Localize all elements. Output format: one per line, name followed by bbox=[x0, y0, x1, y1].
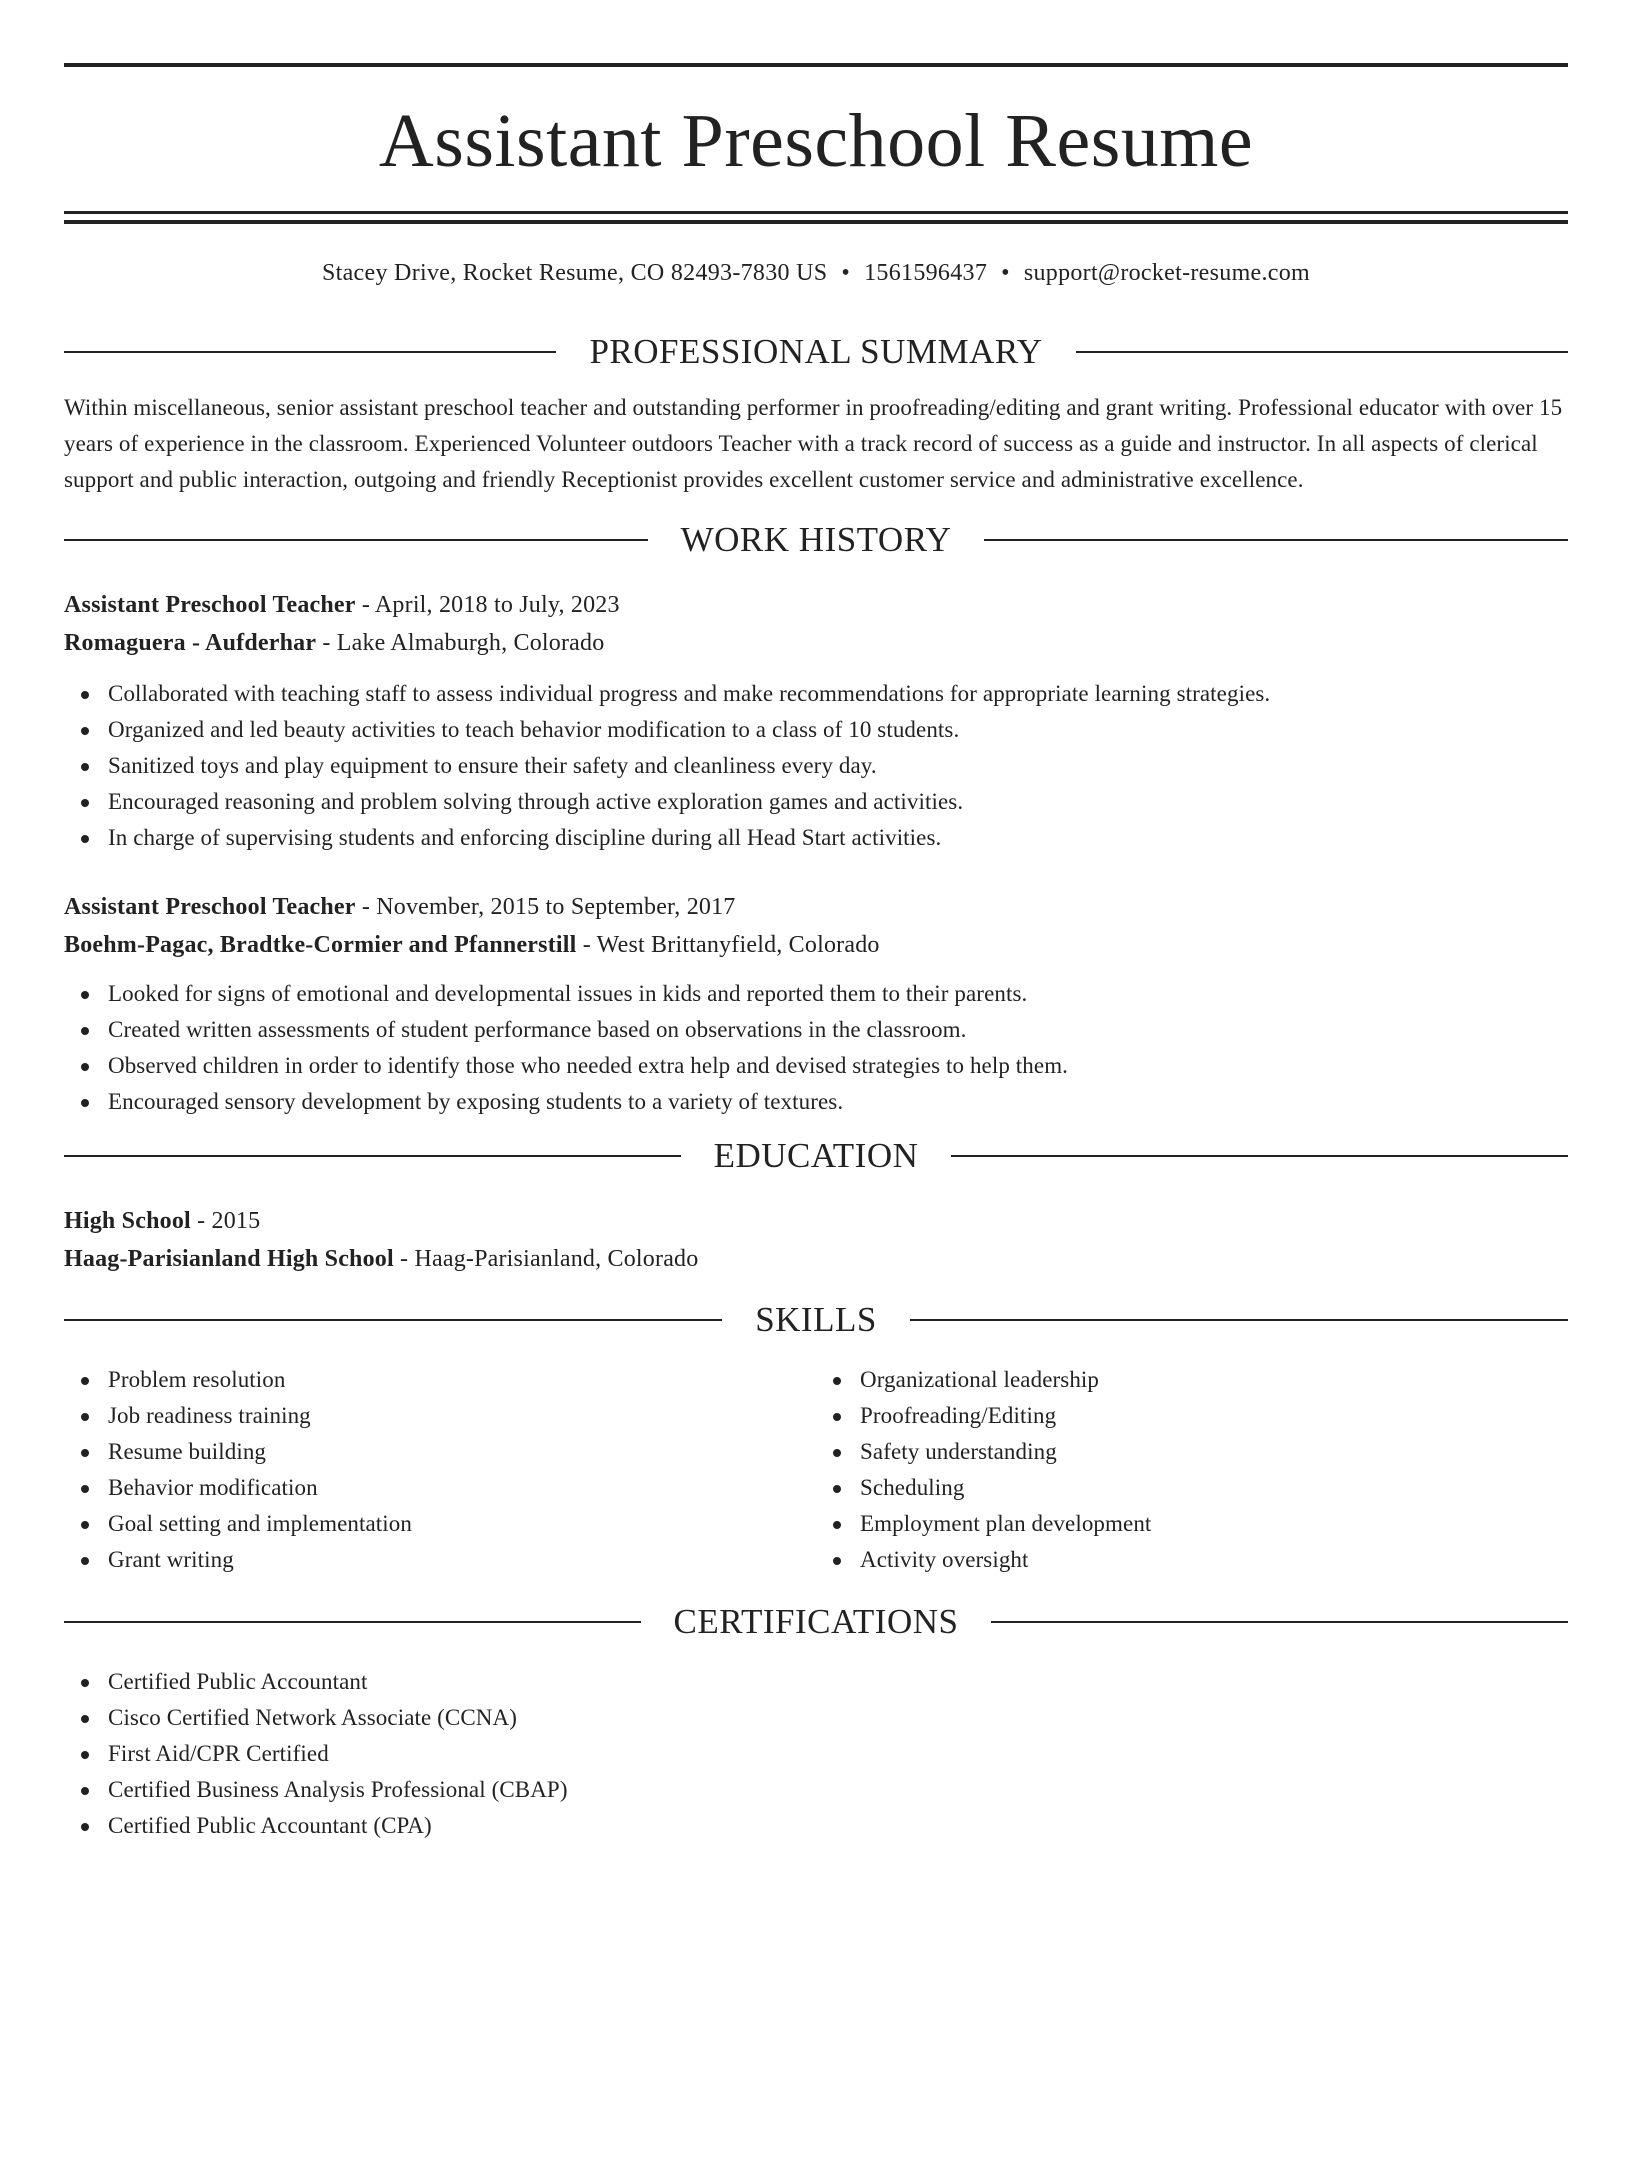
education-degree: High School bbox=[64, 1208, 191, 1234]
job-bullet: Encouraged sensory development by exposing students to a variety of textures. bbox=[64, 1084, 1568, 1120]
job-entry bbox=[64, 888, 1568, 1120]
skill-item: Employment plan development bbox=[816, 1506, 1568, 1542]
job-bullet: Created written assessments of student performance based on observations in the classroom. bbox=[64, 1012, 1568, 1048]
skill-item: Behavior modification bbox=[64, 1470, 816, 1506]
job-bullet: Looked for signs of emotional and developmental issues in kids and reported them to their parents. bbox=[64, 976, 1568, 1012]
job-dates: - November, 2015 to September, 2017 bbox=[355, 894, 736, 920]
skills-list-right bbox=[816, 1362, 1568, 1578]
certifications-heading: CERTIFICATIONS bbox=[673, 1602, 959, 1641]
job-title-line bbox=[64, 888, 1568, 926]
certifications-section-heading bbox=[64, 1602, 1568, 1642]
skill-item: Goal setting and implementation bbox=[64, 1506, 816, 1542]
skill-item: Scheduling bbox=[816, 1470, 1568, 1506]
education-section-heading bbox=[64, 1136, 1568, 1176]
heading-rule-left bbox=[64, 539, 648, 541]
contact-separator: • bbox=[841, 260, 851, 286]
summary-heading: PROFESSIONAL SUMMARY bbox=[589, 332, 1043, 371]
education-year: - 2015 bbox=[190, 1208, 261, 1234]
education-location: - Haag-Parisianland, Colorado bbox=[393, 1246, 699, 1272]
skills-section-heading bbox=[64, 1300, 1568, 1340]
certification-item: Cisco Certified Network Associate (CCNA) bbox=[64, 1700, 1568, 1736]
job-title-line bbox=[64, 586, 1568, 624]
skill-item: Organizational leadership bbox=[816, 1362, 1568, 1398]
job-dates: - April, 2018 to July, 2023 bbox=[355, 592, 620, 618]
work-section-heading bbox=[64, 520, 1568, 560]
resume-title: Assistant Preschool Resume bbox=[378, 99, 1254, 183]
certification-item: Certified Business Analysis Professional (CBAP) bbox=[64, 1772, 1568, 1808]
skill-item: Resume building bbox=[64, 1434, 816, 1470]
job-title: Assistant Preschool Teacher bbox=[64, 592, 356, 618]
contact-phone: 1561596437 bbox=[864, 260, 988, 286]
heading-rule-left bbox=[64, 1621, 641, 1623]
contact-separator: • bbox=[1001, 260, 1010, 286]
resume-page bbox=[0, 63, 1632, 2175]
skill-item: Proofreading/Editing bbox=[816, 1398, 1568, 1434]
skill-item: Grant writing bbox=[64, 1542, 816, 1578]
education-school-line bbox=[64, 1240, 1568, 1278]
contact-line bbox=[64, 258, 1568, 288]
heading-rule-left bbox=[64, 1155, 681, 1157]
skills-heading: SKILLS bbox=[755, 1300, 877, 1339]
job-employer: Boehm-Pagac, Bradtke-Cormier and Pfannerstill bbox=[64, 932, 577, 958]
certification-item: Certified Public Accountant bbox=[64, 1664, 1568, 1700]
skill-item: Safety understanding bbox=[816, 1434, 1568, 1470]
job-bullet-list bbox=[64, 976, 1568, 1120]
education-degree-line bbox=[64, 1202, 1568, 1240]
skill-item: Activity oversight bbox=[816, 1542, 1568, 1578]
education-entry bbox=[64, 1202, 1568, 1278]
title-double-rule bbox=[64, 211, 1568, 224]
job-bullet: Organized and led beauty activities to teach behavior modification to a class of 10 students. bbox=[64, 712, 1568, 748]
heading-rule-right bbox=[910, 1319, 1568, 1321]
heading-rule-right bbox=[1076, 351, 1568, 353]
contact-email: support@rocket-resume.com bbox=[1023, 260, 1311, 286]
job-bullet: Sanitized toys and play equipment to ensure their safety and cleanliness every day. bbox=[64, 748, 1568, 784]
certification-item: Certified Public Accountant (CPA) bbox=[64, 1808, 1568, 1844]
top-rule bbox=[64, 63, 1568, 67]
job-employer-line bbox=[64, 926, 1568, 964]
skill-item: Problem resolution bbox=[64, 1362, 816, 1398]
job-bullet: Observed children in order to identify those who needed extra help and devised strategies to help them. bbox=[64, 1048, 1568, 1084]
job-title: Assistant Preschool Teacher bbox=[64, 894, 356, 920]
job-bullet: Collaborated with teaching staff to assess individual progress and make recommendations for appropriate learning strategies. bbox=[64, 676, 1568, 712]
skills-list-left bbox=[64, 1362, 816, 1578]
certifications-list bbox=[64, 1664, 1568, 1844]
heading-rule-left bbox=[64, 351, 556, 353]
job-entry bbox=[64, 586, 1568, 856]
contact-address: Stacey Drive, Rocket Resume, CO 82493-7830 US bbox=[321, 260, 828, 286]
heading-rule-right bbox=[951, 1155, 1568, 1157]
skills-grid bbox=[64, 1362, 1568, 1578]
summary-section-heading bbox=[64, 332, 1568, 372]
job-bullet-list bbox=[64, 676, 1568, 856]
heading-rule-right bbox=[991, 1621, 1568, 1623]
summary-text: Within miscellaneous, senior assistant preschool teacher and outstanding performer in proofreading/editing and grant writing. Professional educator with over 15 years of experience in the classroom. Experienced Volunteer outdoors Teacher with a track record of success as a guide and instructor. In all aspects of clerical support and public interaction, outgoing and friendly Receptionist provides excellent customer service and administrative excellence. bbox=[64, 395, 1563, 492]
job-employer: Romaguera - Aufderhar bbox=[64, 630, 317, 656]
work-heading: WORK HISTORY bbox=[680, 520, 952, 559]
skill-item: Job readiness training bbox=[64, 1398, 816, 1434]
job-location: - West Brittanyfield, Colorado bbox=[576, 932, 880, 958]
job-bullet: In charge of supervising students and enforcing discipline during all Head Start activities. bbox=[64, 820, 1568, 856]
job-location: - Lake Almaburgh, Colorado bbox=[316, 630, 605, 656]
certification-item: First Aid/CPR Certified bbox=[64, 1736, 1568, 1772]
job-bullet: Encouraged reasoning and problem solving through active exploration games and activities. bbox=[64, 784, 1568, 820]
education-heading: EDUCATION bbox=[713, 1136, 919, 1175]
education-school: Haag-Parisianland High School bbox=[64, 1246, 394, 1272]
heading-rule-right bbox=[984, 539, 1568, 541]
heading-rule-left bbox=[64, 1319, 722, 1321]
job-employer-line bbox=[64, 624, 1568, 662]
